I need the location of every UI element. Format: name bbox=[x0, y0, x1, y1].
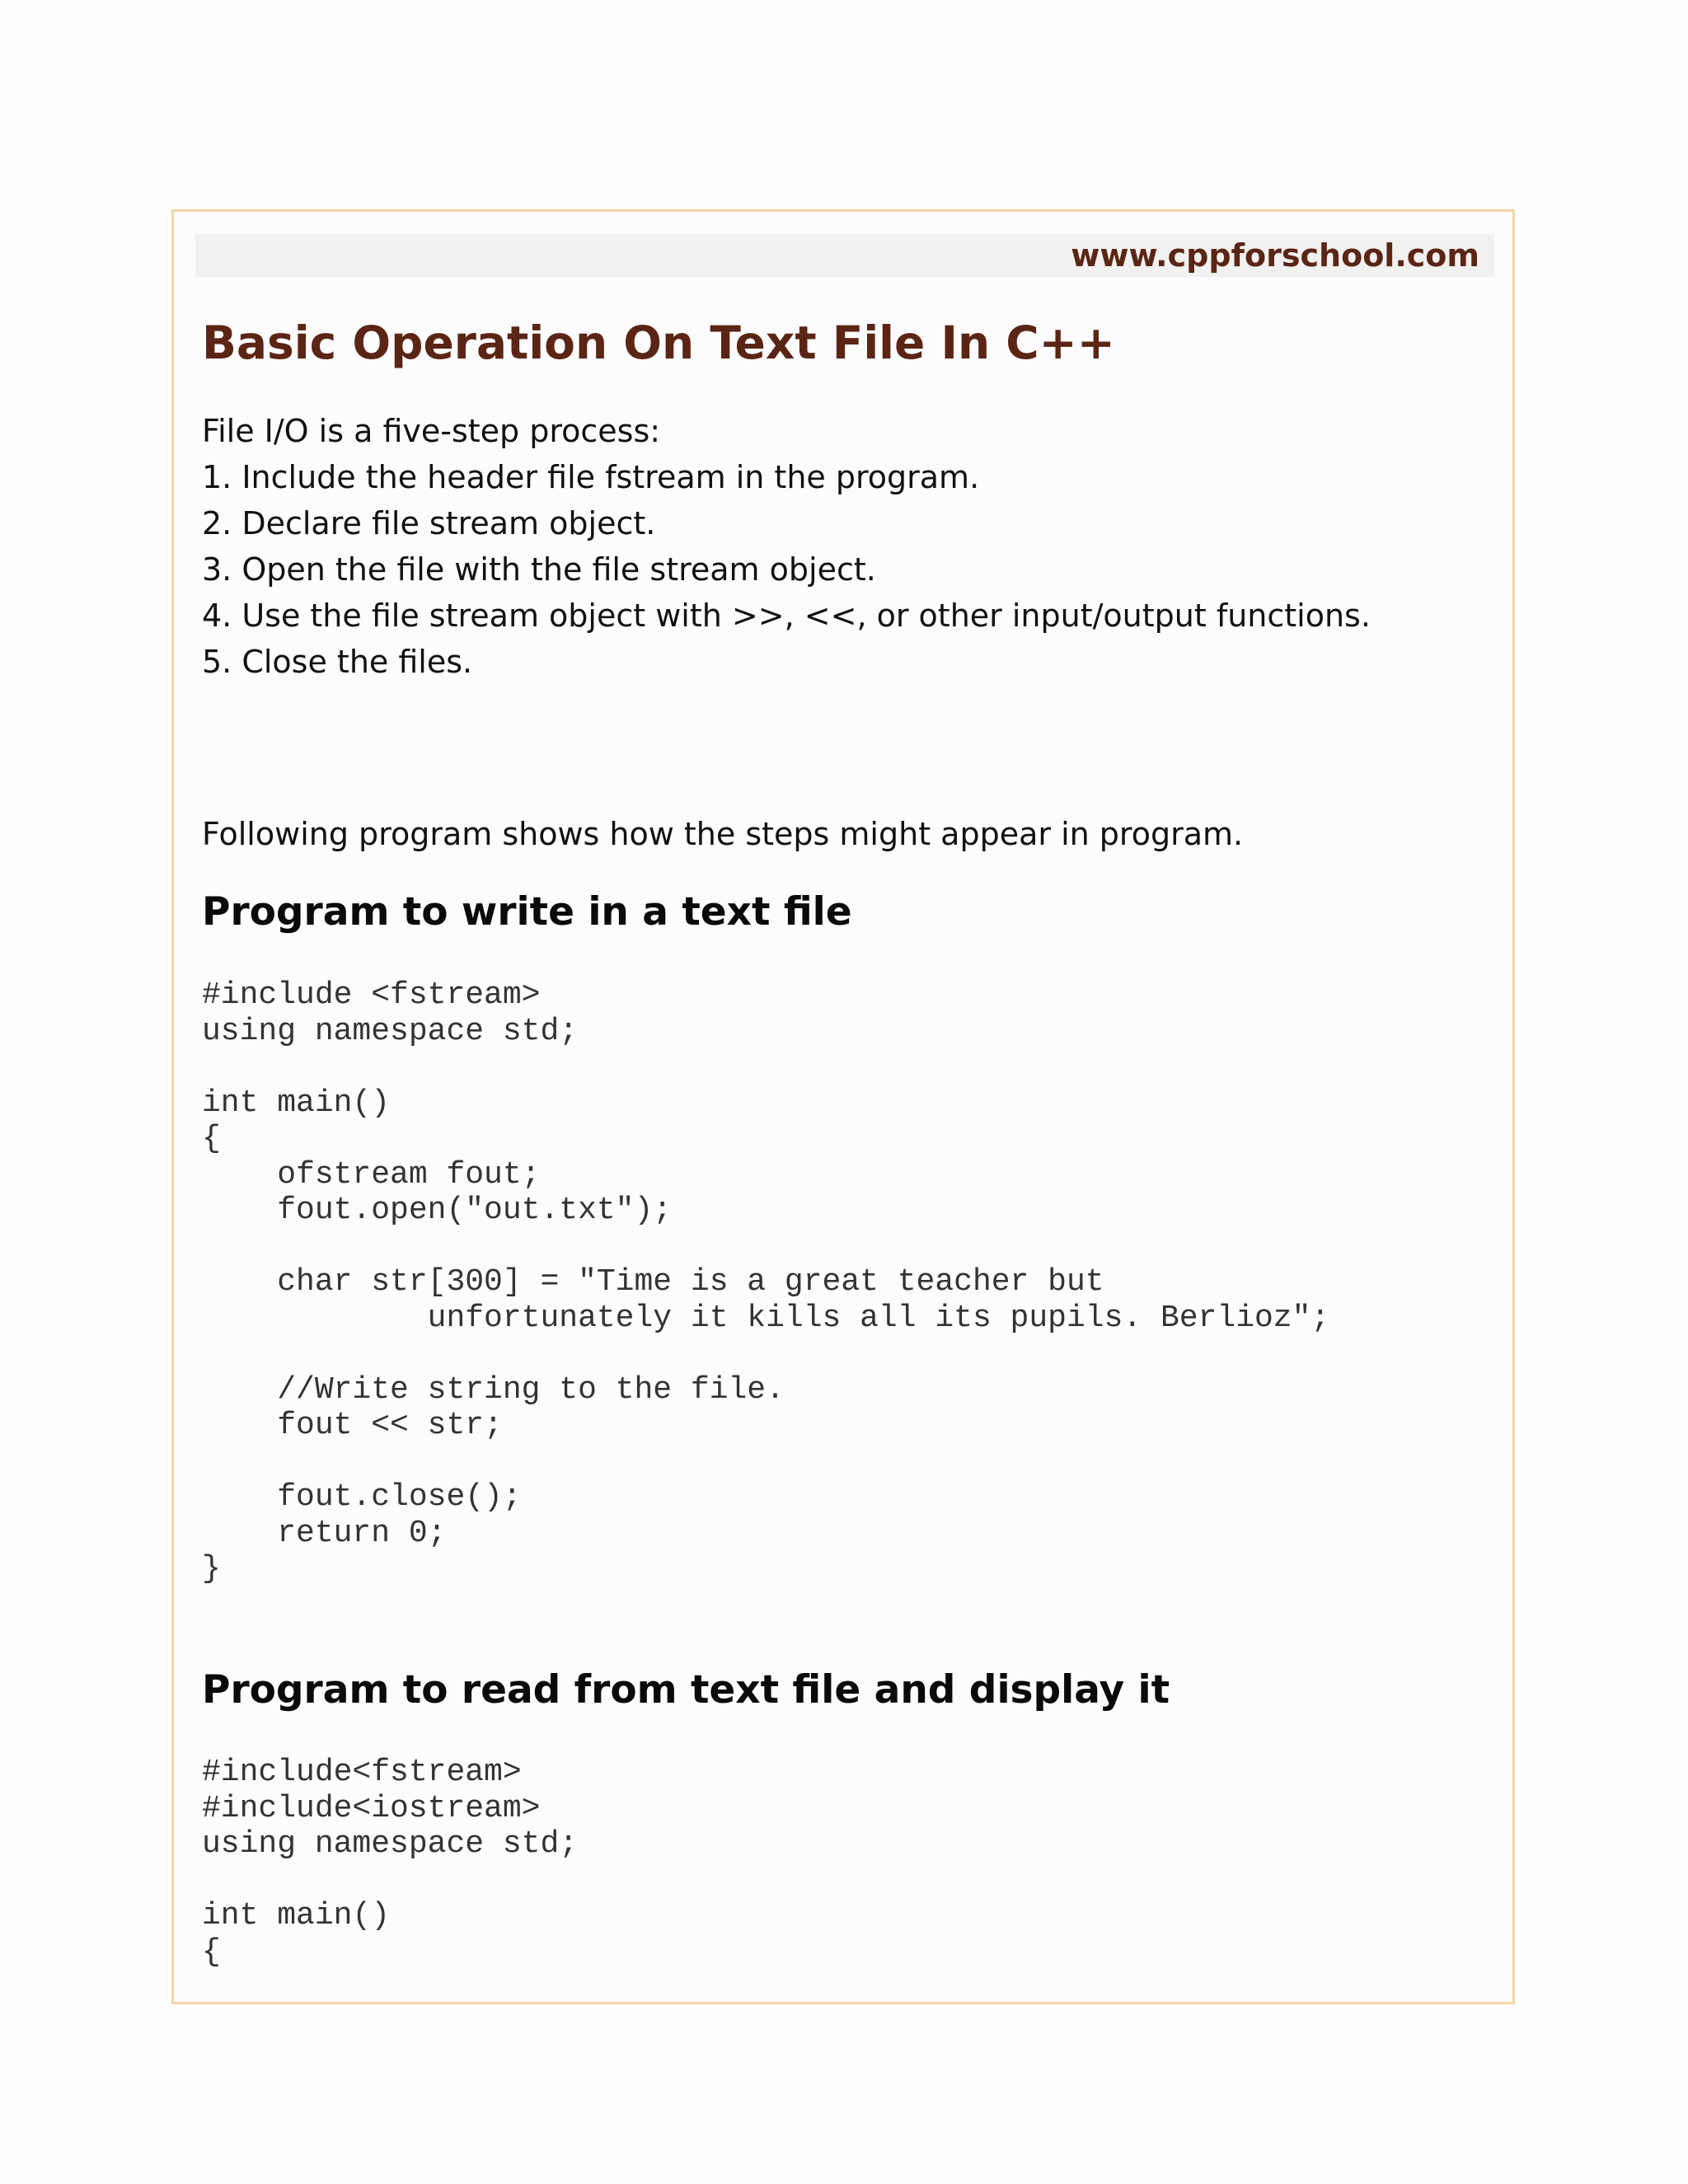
code-line: int main() bbox=[202, 1898, 391, 1933]
step-5: 5. Close the files. bbox=[202, 644, 473, 680]
intro-line: File I/O is a five-step process: bbox=[202, 413, 661, 449]
section-heading-write: Program to write in a text file bbox=[202, 889, 852, 935]
step-2: 2. Declare file stream object. bbox=[202, 505, 656, 541]
code-block-write bbox=[202, 977, 1329, 1587]
code-line: ofstream fout; bbox=[202, 1156, 541, 1193]
page-title: Basic Operation On Text File In C++ bbox=[202, 316, 1115, 369]
intro-paragraph bbox=[202, 408, 1371, 685]
document-page bbox=[171, 209, 1515, 2004]
code-line: fout << str; bbox=[202, 1408, 503, 1443]
code-line: fout.close(); bbox=[202, 1479, 522, 1515]
code-line: int main() bbox=[202, 1085, 391, 1121]
code-line: //Write string to the file. bbox=[202, 1371, 785, 1408]
code-line: #include<iostream> bbox=[202, 1790, 541, 1826]
code-line: unfortunately it kills all its pupils. Berlioz"; bbox=[202, 1300, 1330, 1336]
step-4: 4. Use the file stream object with >>, <<, or other input/output functions. bbox=[202, 598, 1371, 634]
section-heading-read: Program to read from text file and display it bbox=[202, 1667, 1170, 1713]
code-line bbox=[202, 1336, 1329, 1372]
code-line: char str[300] = "Time is a great teacher but bbox=[202, 1264, 1104, 1300]
code-line: using namespace std; bbox=[202, 1013, 579, 1049]
step-3: 3. Open the file with the file stream object. bbox=[202, 551, 876, 588]
code-line: { bbox=[202, 1121, 221, 1156]
step-1: 1. Include the header file fstream in the program. bbox=[202, 459, 980, 495]
code-block-read bbox=[202, 1755, 578, 1970]
code-line bbox=[202, 1444, 1329, 1480]
code-line: { bbox=[202, 1933, 221, 1970]
code-line bbox=[202, 1049, 1329, 1085]
code-line bbox=[202, 1229, 1329, 1265]
code-line bbox=[202, 1863, 578, 1899]
code-line: using namespace std; bbox=[202, 1826, 579, 1862]
code-line: fout.open("out.txt"); bbox=[202, 1193, 673, 1228]
site-header-bar bbox=[195, 234, 1494, 277]
code-line: } bbox=[202, 1551, 221, 1586]
site-url: www.cppforschool.com bbox=[1071, 237, 1479, 274]
code-line: #include<fstream> bbox=[202, 1755, 522, 1790]
code-line: #include <fstream> bbox=[202, 977, 541, 1013]
code-line: return 0; bbox=[202, 1515, 447, 1551]
following-text: Following program shows how the steps might appear in program. bbox=[202, 816, 1244, 852]
